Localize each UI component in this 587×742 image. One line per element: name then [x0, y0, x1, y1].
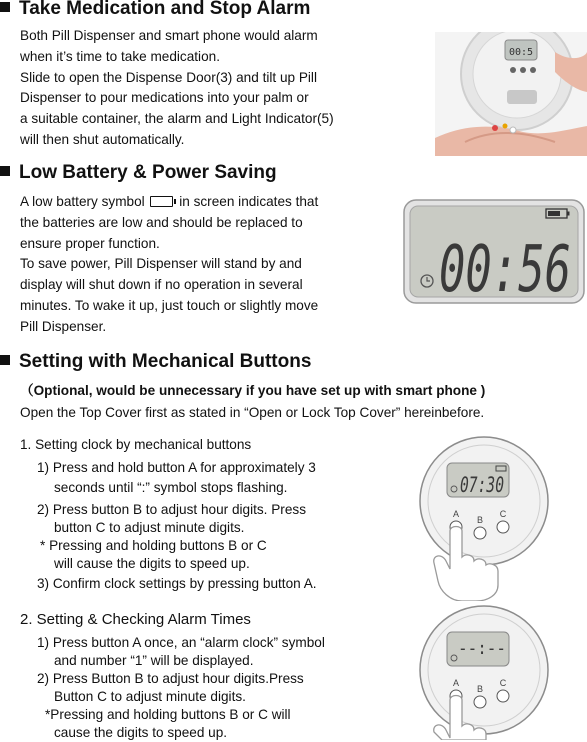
text-line: when it’s time to take medication.	[20, 48, 220, 64]
text-line: Dispenser to pour medications into your palm or	[20, 90, 309, 106]
pouring-pills-photo	[435, 32, 587, 156]
text-line: seconds until “:” symbol stops flashing.	[54, 479, 288, 495]
button-label-a: A	[452, 509, 460, 519]
text-line: ensure proper function.	[20, 235, 160, 251]
text-line: Button C to adjust minute digits.	[54, 689, 246, 704]
button-label-c: C	[499, 509, 507, 519]
lcd-time-digits: 07:30	[460, 473, 504, 497]
intro-text: Open the Top Cover first as stated in “Open or Lock Top Cover” hereinbefore.	[20, 405, 485, 420]
step2-title: 2. Setting & Checking Alarm Times	[20, 611, 251, 628]
text-line: 1) Press button A once, an “alarm clock” symbol	[37, 635, 325, 650]
button-c	[497, 521, 509, 533]
text-line: * Pressing and holding buttons B or C	[40, 537, 267, 553]
svg-text:00:5: 00:5	[508, 47, 534, 58]
text-line: a suitable container, the alarm and Light Indicator(5)	[20, 111, 334, 127]
text-line: button C to adjust minute digits.	[54, 519, 245, 535]
lcd-time-digits: 00:56	[439, 233, 571, 304]
step2-block	[20, 634, 325, 742]
text-line: 1) Press and hold button A for approximately 3	[37, 459, 316, 475]
device-buttons-illustration-1	[414, 435, 554, 601]
bullet-square-icon	[0, 166, 10, 176]
text-line: 3) Confirm clock settings by pressing button A.	[37, 575, 317, 591]
button-label-c: C	[499, 678, 507, 688]
text-line: Both Pill Dispenser and smart phone would alarm	[20, 28, 318, 43]
step1-title: 1. Setting clock by mechanical buttons	[20, 437, 252, 452]
text-line: display will shut down if no operation in several	[20, 277, 303, 293]
text-line: 2) Press button B to adjust hour digits. Press	[37, 501, 306, 517]
bullet-square-icon	[0, 2, 10, 12]
section-heading-low-battery: Low Battery & Power Saving	[0, 162, 277, 184]
optional-note: （Optional, would be unnecessary if you have set up with smart phone )	[20, 383, 486, 398]
text-line: and number “1” will be displayed.	[54, 653, 254, 668]
text-line: A low battery symbol in screen indicates that	[20, 194, 319, 209]
lcd-display-illustration	[403, 199, 585, 304]
button-label-b: B	[476, 684, 484, 694]
text-line: cause the digits to speed up.	[54, 725, 228, 740]
text-line: Slide to open the Dispense Door(3) and tilt up Pill	[20, 69, 317, 85]
bullet-square-icon	[0, 355, 10, 365]
device-buttons-illustration-2	[414, 604, 554, 740]
step1-block	[20, 435, 317, 593]
button-label-b: B	[476, 515, 484, 525]
button-b	[474, 696, 486, 708]
text-line: To save power, Pill Dispenser will stand by and	[20, 256, 302, 272]
section1-paragraph	[20, 26, 334, 151]
section-heading-take-medication: Take Medication and Stop Alarm	[0, 0, 310, 20]
section2-paragraph	[20, 192, 318, 338]
text-line: will cause the digits to speed up.	[54, 555, 250, 571]
button-label-a: A	[452, 678, 460, 688]
button-b	[474, 527, 486, 539]
button-c	[497, 690, 509, 702]
text-line: the batteries are low and should be replaced to	[20, 214, 303, 230]
text-line: *Pressing and holding buttons B or C will	[45, 707, 291, 722]
text-line: will then shut automatically.	[20, 131, 185, 147]
text-line: Pill Dispenser.	[20, 318, 107, 334]
text-line: minutes. To wake it up, just touch or slightly move	[20, 297, 319, 313]
text-line: 2) Press Button B to adjust hour digits.Press	[37, 671, 304, 686]
low-battery-icon	[150, 196, 173, 207]
lcd-time-digits: --:--	[458, 638, 506, 659]
section-heading-mechanical-buttons: Setting with Mechanical Buttons	[0, 351, 311, 373]
